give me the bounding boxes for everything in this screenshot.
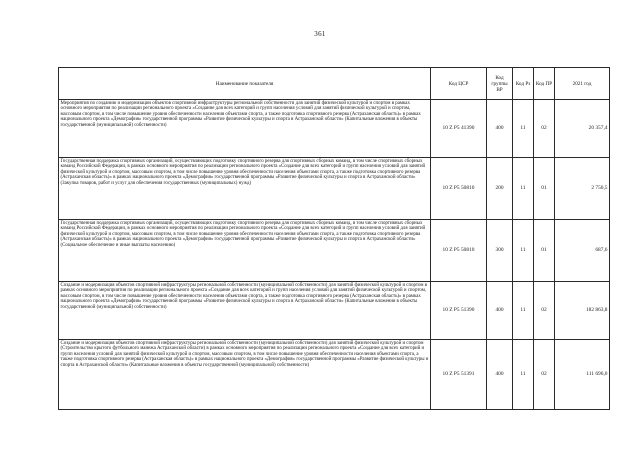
- row-vr: 400: [487, 282, 513, 340]
- row-rz: 11: [513, 282, 534, 340]
- page-number: 361: [314, 30, 326, 38]
- row-value: 2 750,5: [555, 158, 610, 220]
- row-csr: 10 Z P5 50810: [431, 220, 487, 282]
- row-name: Государственная поддержка спортивных организаций, осуществляющих подготовку спортивного резерва для спортивных сборных команд, в том числе спортивных сборных команд Российской Федерации, в рамках основного мероприятия по реализации регионального проекта «Создание для всех категорий и групп населения условий для занятий физической культурой и спортом, массовым спортом, в том числе повышение уровня обеспеченности населения объектами спорта, а также подготовка спортивного резерва (Астраханская область)» в рамках национального проекта «Демография» государственной программы «Развитие физической культуры и спорта в Астраханской области» (Социальное обеспечение и иные выплаты населению): [59, 220, 431, 282]
- table-header-row: [59, 68, 610, 100]
- row-vr: 400: [487, 100, 513, 158]
- row-pr: 01: [534, 158, 555, 220]
- budget-table: [58, 67, 610, 410]
- table-row: [59, 282, 610, 340]
- row-name: Государственная поддержка спортивных организаций, осуществляющих подготовку спортивного резерва для спортивных сборных команд, в том числе спортивных сборных команд Российской Федерации, в рамках основного мероприятия по реализации регионального проекта «Создание для всех категорий и групп населения условий для занятий физической культурой и спортом, массовым спортом, в том числе повышение уровня обеспеченности населения объектами спорта, а также подготовка спортивного резерва (Астраханская область)» в рамках национального проекта «Демография» государственной программы «Развитие физической культуры и спорта в Астраханской области» (Закупка товаров, работ и услуг для обеспечения государственных (муниципальных) нужд): [59, 158, 431, 220]
- table-row: [59, 340, 610, 410]
- table-row: [59, 220, 610, 282]
- row-csr: 10 Z P5 51390: [431, 282, 487, 340]
- row-rz: 11: [513, 158, 534, 220]
- table-row: [59, 158, 610, 220]
- row-pr: 02: [534, 100, 555, 158]
- row-value: 687,6: [555, 220, 610, 282]
- row-name: Мероприятия по созданию и модернизации объектов спортивной инфраструктуры региональной собственности для занятий физической культурой и спортом в рамках основного мероприятия по реализации регионального проекта «Создание для всех категорий и групп населения условий для занятий физической культурой и спортом, массовым спортом, в том числе повышение уровня обеспеченности населения объектами спорта, а также подготовка спортивного резерва (Астраханская область)» в рамках национального проекта «Демография» государственной программы «Развитие физической культуры и спорта в Астраханской области» (Капитальные вложения в объекты государственной (муниципальной) собственности): [59, 100, 431, 158]
- row-rz: 11: [513, 220, 534, 282]
- row-csr: 10 Z P5 51391: [431, 340, 487, 410]
- header-vr: Код группы ВР: [487, 68, 513, 100]
- header-rz: Код Рз: [513, 68, 534, 100]
- row-value: 182 863,8: [555, 282, 610, 340]
- row-name: Создание и модернизация объектов спортивной инфраструктуры региональной собственности (муниципальной собственности) для занятий физической культурой и спортом (Строительство крытого футбольного манежа Астраханской области) в рамках основного мероприятия по реализации регионального проекта «Создание для всех категорий и групп населения условий для занятий физической культурой и спортом, массовым спортом, в том числе повышение уровня обеспеченности населения объектами спорта, а также подготовка спортивного резерва (Астраханская область)» в рамках национального проекта «Демография» государственной программы «Развитие физической культуры и спорта в Астраханской области» (Капитальные вложения в объекты государственной (муниципальной) собственности): [59, 340, 431, 410]
- row-pr: 02: [534, 282, 555, 340]
- row-pr: 01: [534, 220, 555, 282]
- header-year: 2021 год: [555, 68, 610, 100]
- header-name: Наименование показателя: [59, 68, 431, 100]
- row-csr: 10 Z P5 50810: [431, 158, 487, 220]
- row-vr: 300: [487, 220, 513, 282]
- row-vr: 400: [487, 340, 513, 410]
- row-value: 111 696,0: [555, 340, 610, 410]
- header-pr: Код ПР: [534, 68, 555, 100]
- row-rz: 11: [513, 100, 534, 158]
- row-csr: 10 Z P5 41390: [431, 100, 487, 158]
- row-rz: 11: [513, 340, 534, 410]
- row-pr: 02: [534, 340, 555, 410]
- row-name: Создание и модернизация объектов спортивной инфраструктуры региональной собственности (муниципальной собственности) для занятий физической культурой и спортом в рамках основного мероприятия по реализации регионального проекта «Создание для всех категорий и групп населения условий для занятий физической культурой и спортом, массовым спортом, в том числе повышение уровня обеспеченности населения объектами спорта, а также подготовка спортивного резерва (Астраханская область)» в рамках национального проекта «Демография» государственной программы «Развитие физической культуры и спорта в Астраханской области» (Капитальные вложения в объекты государственной (муниципальной) собственности): [59, 282, 431, 340]
- row-value: 20 357,4: [555, 100, 610, 158]
- table-row: [59, 100, 610, 158]
- header-csr: Код ЦСР: [431, 68, 487, 100]
- row-vr: 200: [487, 158, 513, 220]
